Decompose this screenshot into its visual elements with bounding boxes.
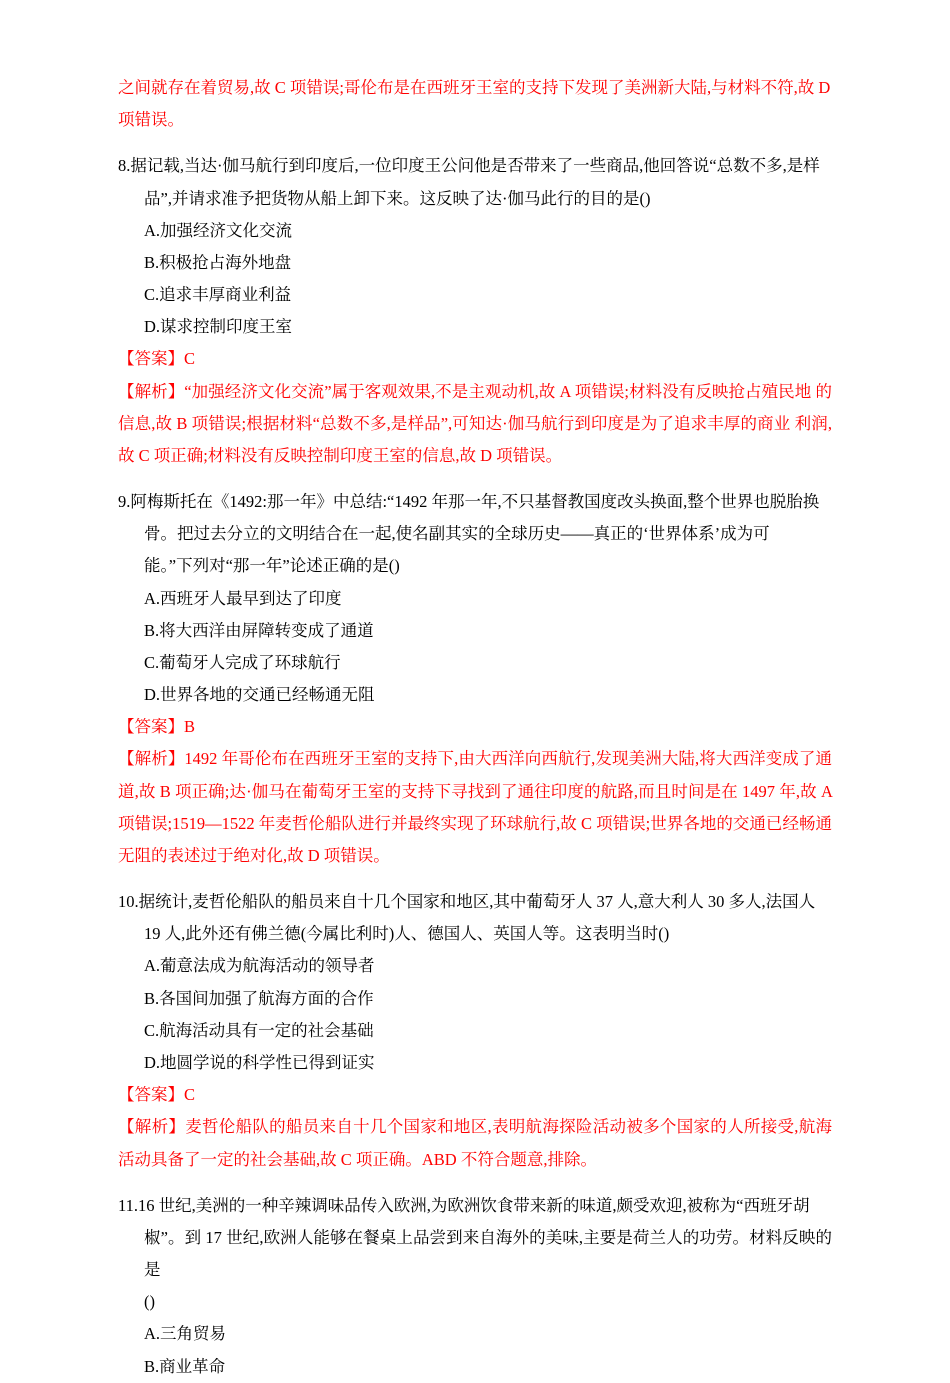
question-9-stem-line-1: 阿梅斯托在《1492:那一年》中总结:“1492 年那一年,不只基督教国度改头换面,整个世界也脱胎换 (130, 492, 820, 512)
question-10-stem (118, 886, 832, 950)
question-8-stem (118, 150, 832, 214)
question-8-explanation-label: 【解析】 (118, 381, 185, 401)
question-11-number: 11. (118, 1195, 139, 1215)
question-8-answer-value: C (184, 349, 196, 369)
question-10-blank-bracket: ) (663, 924, 670, 944)
question-10-explanation-line-1: 麦哲伦船队的船员来自十几个国家和地区,表明航海探险活动被多个国家的人所接受,航海 (185, 1117, 833, 1137)
question-11-stem (118, 1190, 832, 1319)
question-8-answer-label: 【答案】 (118, 349, 184, 369)
question-11-stem-line-2: 椒”。到 17 世纪,欧洲人能够在餐桌上品尝到来自海外的美味,主要是荷兰人的功劳。材料反映的是 (144, 1227, 832, 1280)
question-11-option-a: A.三角贸易 (144, 1324, 227, 1344)
question-9 (118, 486, 832, 872)
question-10-answer-label: 【答案】 (118, 1085, 184, 1105)
question-9-explanation-line-4: 无阻的表述过于绝对化,故 D 项错误。 (118, 845, 390, 865)
question-10-stem-line-2: 19 人,此外还有佛兰德(今属比利时)人、德国人、英国人等。这表明当时() (144, 924, 670, 944)
question-8-stem-line-2: 品”,并请求准予把货物从船上卸下来。这反映了达·伽马此行的目的是() (144, 188, 651, 208)
question-8 (118, 150, 832, 472)
question-10-option-a: A.葡意法成为航海活动的领导者 (144, 956, 375, 976)
question-10-answer-value: C (184, 1085, 196, 1105)
question-9-stem (118, 486, 832, 583)
question-10 (118, 886, 832, 1176)
question-10-explanation-label: 【解析】 (118, 1117, 186, 1137)
question-9-option-b: B.将大西洋由屏障转变成了通道 (144, 620, 374, 640)
question-9-answer-label: 【答案】 (118, 717, 184, 737)
question-8-option-c: C.追求丰厚商业利益 (144, 285, 292, 305)
question-10-explanation-line-2: 活动具备了一定的社会基础,故 C 项正确。ABD 不符合题意,排除。 (118, 1149, 597, 1169)
question-9-number: 9. (118, 492, 131, 512)
question-8-blank-bracket: ) (644, 188, 651, 208)
question-10-option-d: D.地圆学说的科学性已得到证实 (144, 1052, 375, 1072)
question-11-option-b: B.商业革命 (144, 1356, 226, 1376)
question-8-number: 8. (118, 156, 131, 176)
question-10-option-b: B.各国间加强了航海方面的合作 (144, 988, 374, 1008)
question-10-stem-line-1: 据统计,麦哲伦船队的船员来自十几个国家和地区,其中葡萄牙人 37 人,意大利人 30 多人,法国人 (138, 892, 816, 912)
question-9-answer-value: B (184, 717, 196, 737)
question-9-option-a: A.西班牙人最早到达了印度 (144, 588, 342, 608)
question-8-option-a: A.加强经济文化交流 (144, 220, 293, 240)
question-9-explanation-line-3: 项错误;1519—1522 年麦哲伦船队进行并最终实现了环球航行,故 C 项错误;世界各地的交通已经畅通 (118, 813, 832, 833)
question-9-answer (118, 711, 832, 743)
question-8-option-d: D.谋求控制印度王室 (144, 317, 293, 337)
continuation-line-2: 项错误。 (118, 110, 184, 130)
question-9-option-d: D.世界各地的交通已经畅通无阻 (144, 685, 375, 705)
continuation-paragraph (118, 72, 832, 136)
question-9-option-c: C.葡萄牙人完成了环球航行 (144, 652, 341, 672)
continuation-line-1: 之间就存在着贸易,故 C 项错误;哥伦布是在西班牙王室的支持下发现了美洲新大陆,与材料不符,故 D (118, 78, 831, 97)
question-8-option-b: B.积极抢占海外地盘 (144, 252, 292, 272)
question-9-stem-line-2: 骨。把过去分立的文明结合在一起,使名副其实的全球历史——真正的‘世界体系’成为可 (144, 524, 770, 544)
question-11-stem-line-1: 16 世纪,美洲的一种辛辣调味品传入欧洲,为欧洲饮食带来新的味道,颇受欢迎,被称为“西班牙胡 (138, 1195, 810, 1215)
question-9-stem-line-3: 能。”下列对“那一年”论述正确的是() (144, 556, 400, 576)
question-8-explanation-line-1: “加强经济文化交流”属于客观效果,不是主观动机,故 A 项错误;材料没有反映抢占殖民地 (184, 381, 812, 401)
question-10-answer (118, 1079, 832, 1111)
question-8-stem-line-1: 据记载,当达·伽马航行到印度后,一位印度王公问他是否带来了一些商品,他回答说“总数不多,是样 (130, 156, 820, 176)
question-9-blank-bracket: ) (394, 556, 400, 576)
question-9-explanation-label: 【解析】 (118, 749, 185, 769)
question-8-explanation-line-2: 的信息,故 B 项错误;根据材料“总数不多,是样品”,可知达·伽马航行到印度是为了追求丰厚的商业 (118, 381, 833, 433)
question-11-blank-bracket: ) (149, 1292, 155, 1312)
question-11-stem-line-3: () (144, 1292, 155, 1312)
question-8-explanation-line-3: 利润,故 C 项正确;材料没有反映控制印度王室的信息,故 D 项错误。 (118, 413, 833, 465)
question-8-explanation (118, 376, 832, 473)
question-10-number: 10. (118, 892, 139, 912)
question-11 (118, 1190, 832, 1383)
question-10-option-c: C.航海活动具有一定的社会基础 (144, 1020, 374, 1040)
question-9-explanation (118, 743, 832, 872)
question-9-explanation-line-1: 1492 年哥伦布在西班牙王室的支持下,由大西洋向西航行,发现美洲大陆,将大西洋变成了通 (184, 749, 833, 769)
question-8-answer (118, 343, 832, 375)
question-10-explanation (118, 1111, 832, 1175)
question-9-explanation-line-2: 道,故 B 项正确;达·伽马在葡萄牙王室的支持下寻找到了通往印度的航路,而且时间是在 1497 年,故 A (118, 781, 832, 801)
